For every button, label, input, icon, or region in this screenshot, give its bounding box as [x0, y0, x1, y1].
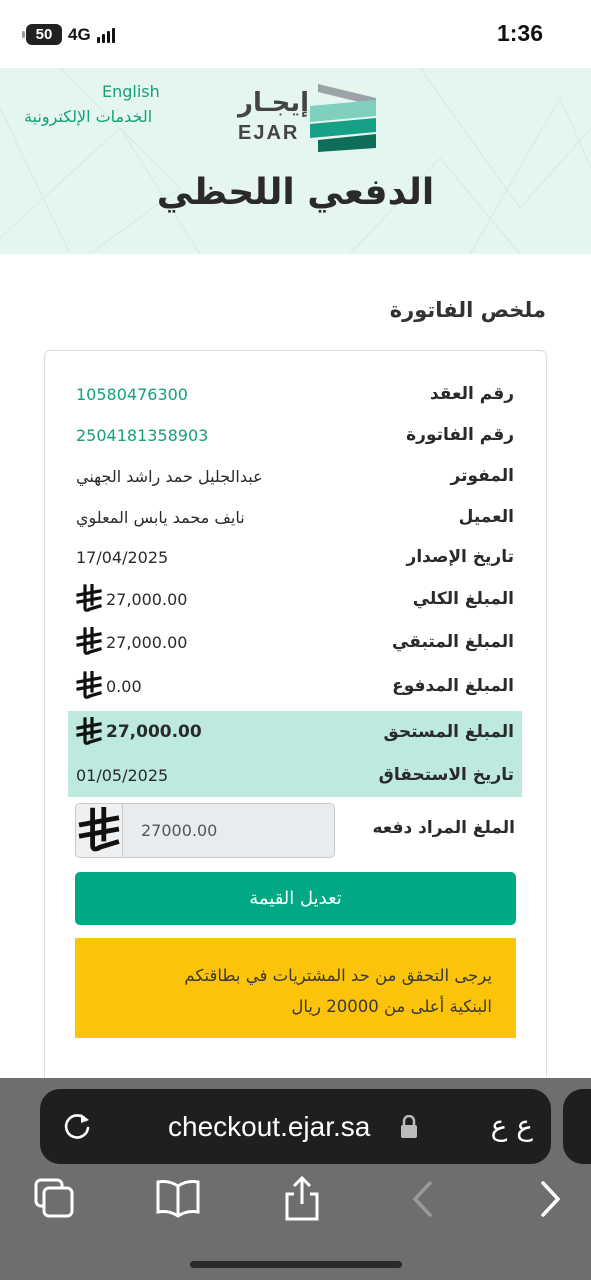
logo-text-arabic: إيجـار	[238, 88, 310, 118]
battery-icon	[26, 24, 62, 45]
row-label: المفوتر	[450, 466, 514, 486]
share-icon[interactable]	[282, 1176, 322, 1222]
row-customer	[68, 496, 522, 538]
signal-icon	[97, 27, 115, 43]
row-label: تاريخ الاستحقاق	[378, 765, 514, 785]
network-type: 4G	[68, 24, 91, 44]
pay-amount-label: الملغ المراد دفعه	[372, 818, 515, 838]
total-amount	[76, 584, 187, 614]
warning-line-2: البنكية أعلى من 20000 ريال	[291, 997, 492, 1016]
tabs-icon[interactable]	[32, 1176, 76, 1220]
row-label: العميل	[458, 507, 514, 527]
pay-amount-input[interactable]	[123, 804, 335, 857]
pay-amount-group	[75, 803, 335, 858]
reader-options-button[interactable]: ع ع	[490, 1109, 533, 1142]
invoice-summary-title: ملخص الفاتورة	[389, 298, 546, 322]
row-label: المبلغ الكلي	[412, 589, 514, 609]
next-tab-preview[interactable]	[563, 1089, 591, 1164]
amount-value: 27,000.00	[106, 632, 188, 652]
issue-date: 17/04/2025	[76, 547, 169, 567]
row-due-amount	[68, 711, 522, 753]
address-bar[interactable]	[40, 1089, 551, 1164]
page-header	[0, 68, 591, 254]
battery-level: 50	[35, 26, 53, 43]
logo-text-english: EJAR	[238, 122, 300, 144]
row-label: رقم الفاتورة	[406, 425, 514, 445]
bookmarks-icon[interactable]	[155, 1176, 201, 1220]
forward-icon[interactable]	[537, 1180, 563, 1218]
warning-line-1: يرجى التحقق من حد المشتريات في بطاقتكم	[184, 966, 492, 985]
ejar-logo-icon	[308, 84, 378, 152]
customer-name: نايف محمد يابس المعلوي	[76, 507, 245, 527]
clock: 1:36	[496, 20, 543, 46]
row-remaining-amount	[68, 621, 522, 663]
row-label: المبلغ المتبقي	[392, 632, 514, 652]
riyal-icon	[76, 671, 102, 701]
page-title: الدفعي اللحظي	[156, 172, 435, 213]
riyal-icon	[76, 807, 122, 855]
browser-chrome	[0, 1078, 591, 1280]
reload-icon[interactable]	[60, 1109, 94, 1143]
status-bar	[0, 0, 591, 68]
row-contract-number	[68, 373, 522, 415]
row-invoice-number	[68, 414, 522, 456]
riyal-icon	[76, 717, 102, 747]
biller-name: عبدالجليل حمد راشد الجهني	[76, 466, 263, 486]
eservices-link[interactable]: الخدمات الإلكترونية	[24, 107, 153, 126]
back-icon[interactable]	[410, 1180, 436, 1218]
row-due-date	[68, 753, 522, 797]
riyal-icon	[76, 627, 102, 657]
contract-number-link[interactable]: 10580476300	[76, 384, 188, 404]
due-date: 01/05/2025	[76, 765, 169, 785]
row-label: المبلغ المدفوع	[392, 676, 514, 696]
status-left	[26, 24, 115, 45]
remaining-amount	[76, 627, 187, 657]
home-indicator[interactable]	[190, 1261, 402, 1268]
amount-value: 27,000.00	[106, 589, 188, 609]
row-issue-date	[68, 536, 522, 578]
amount-value: 27,000.00	[106, 722, 202, 742]
paid-amount	[76, 671, 142, 701]
currency-addon	[76, 804, 123, 857]
amount-value: 0.00	[106, 676, 142, 696]
due-amount	[76, 717, 202, 747]
row-paid-amount	[68, 665, 522, 707]
url-text: checkout.ejar.sa	[168, 1111, 371, 1142]
row-label: تاريخ الإصدار	[406, 547, 514, 567]
row-biller	[68, 455, 522, 497]
riyal-icon	[76, 584, 102, 614]
invoice-number-link[interactable]: 2504181358903	[76, 425, 209, 445]
lock-icon	[400, 1115, 418, 1139]
language-link[interactable]: English	[102, 82, 160, 101]
row-total-amount	[68, 578, 522, 620]
purchase-limit-warning	[75, 938, 516, 1038]
row-label: رقم العقد	[429, 384, 514, 404]
edit-amount-button[interactable]: تعديل القيمة	[75, 872, 516, 925]
row-label: المبلغ المستحق	[383, 722, 514, 742]
